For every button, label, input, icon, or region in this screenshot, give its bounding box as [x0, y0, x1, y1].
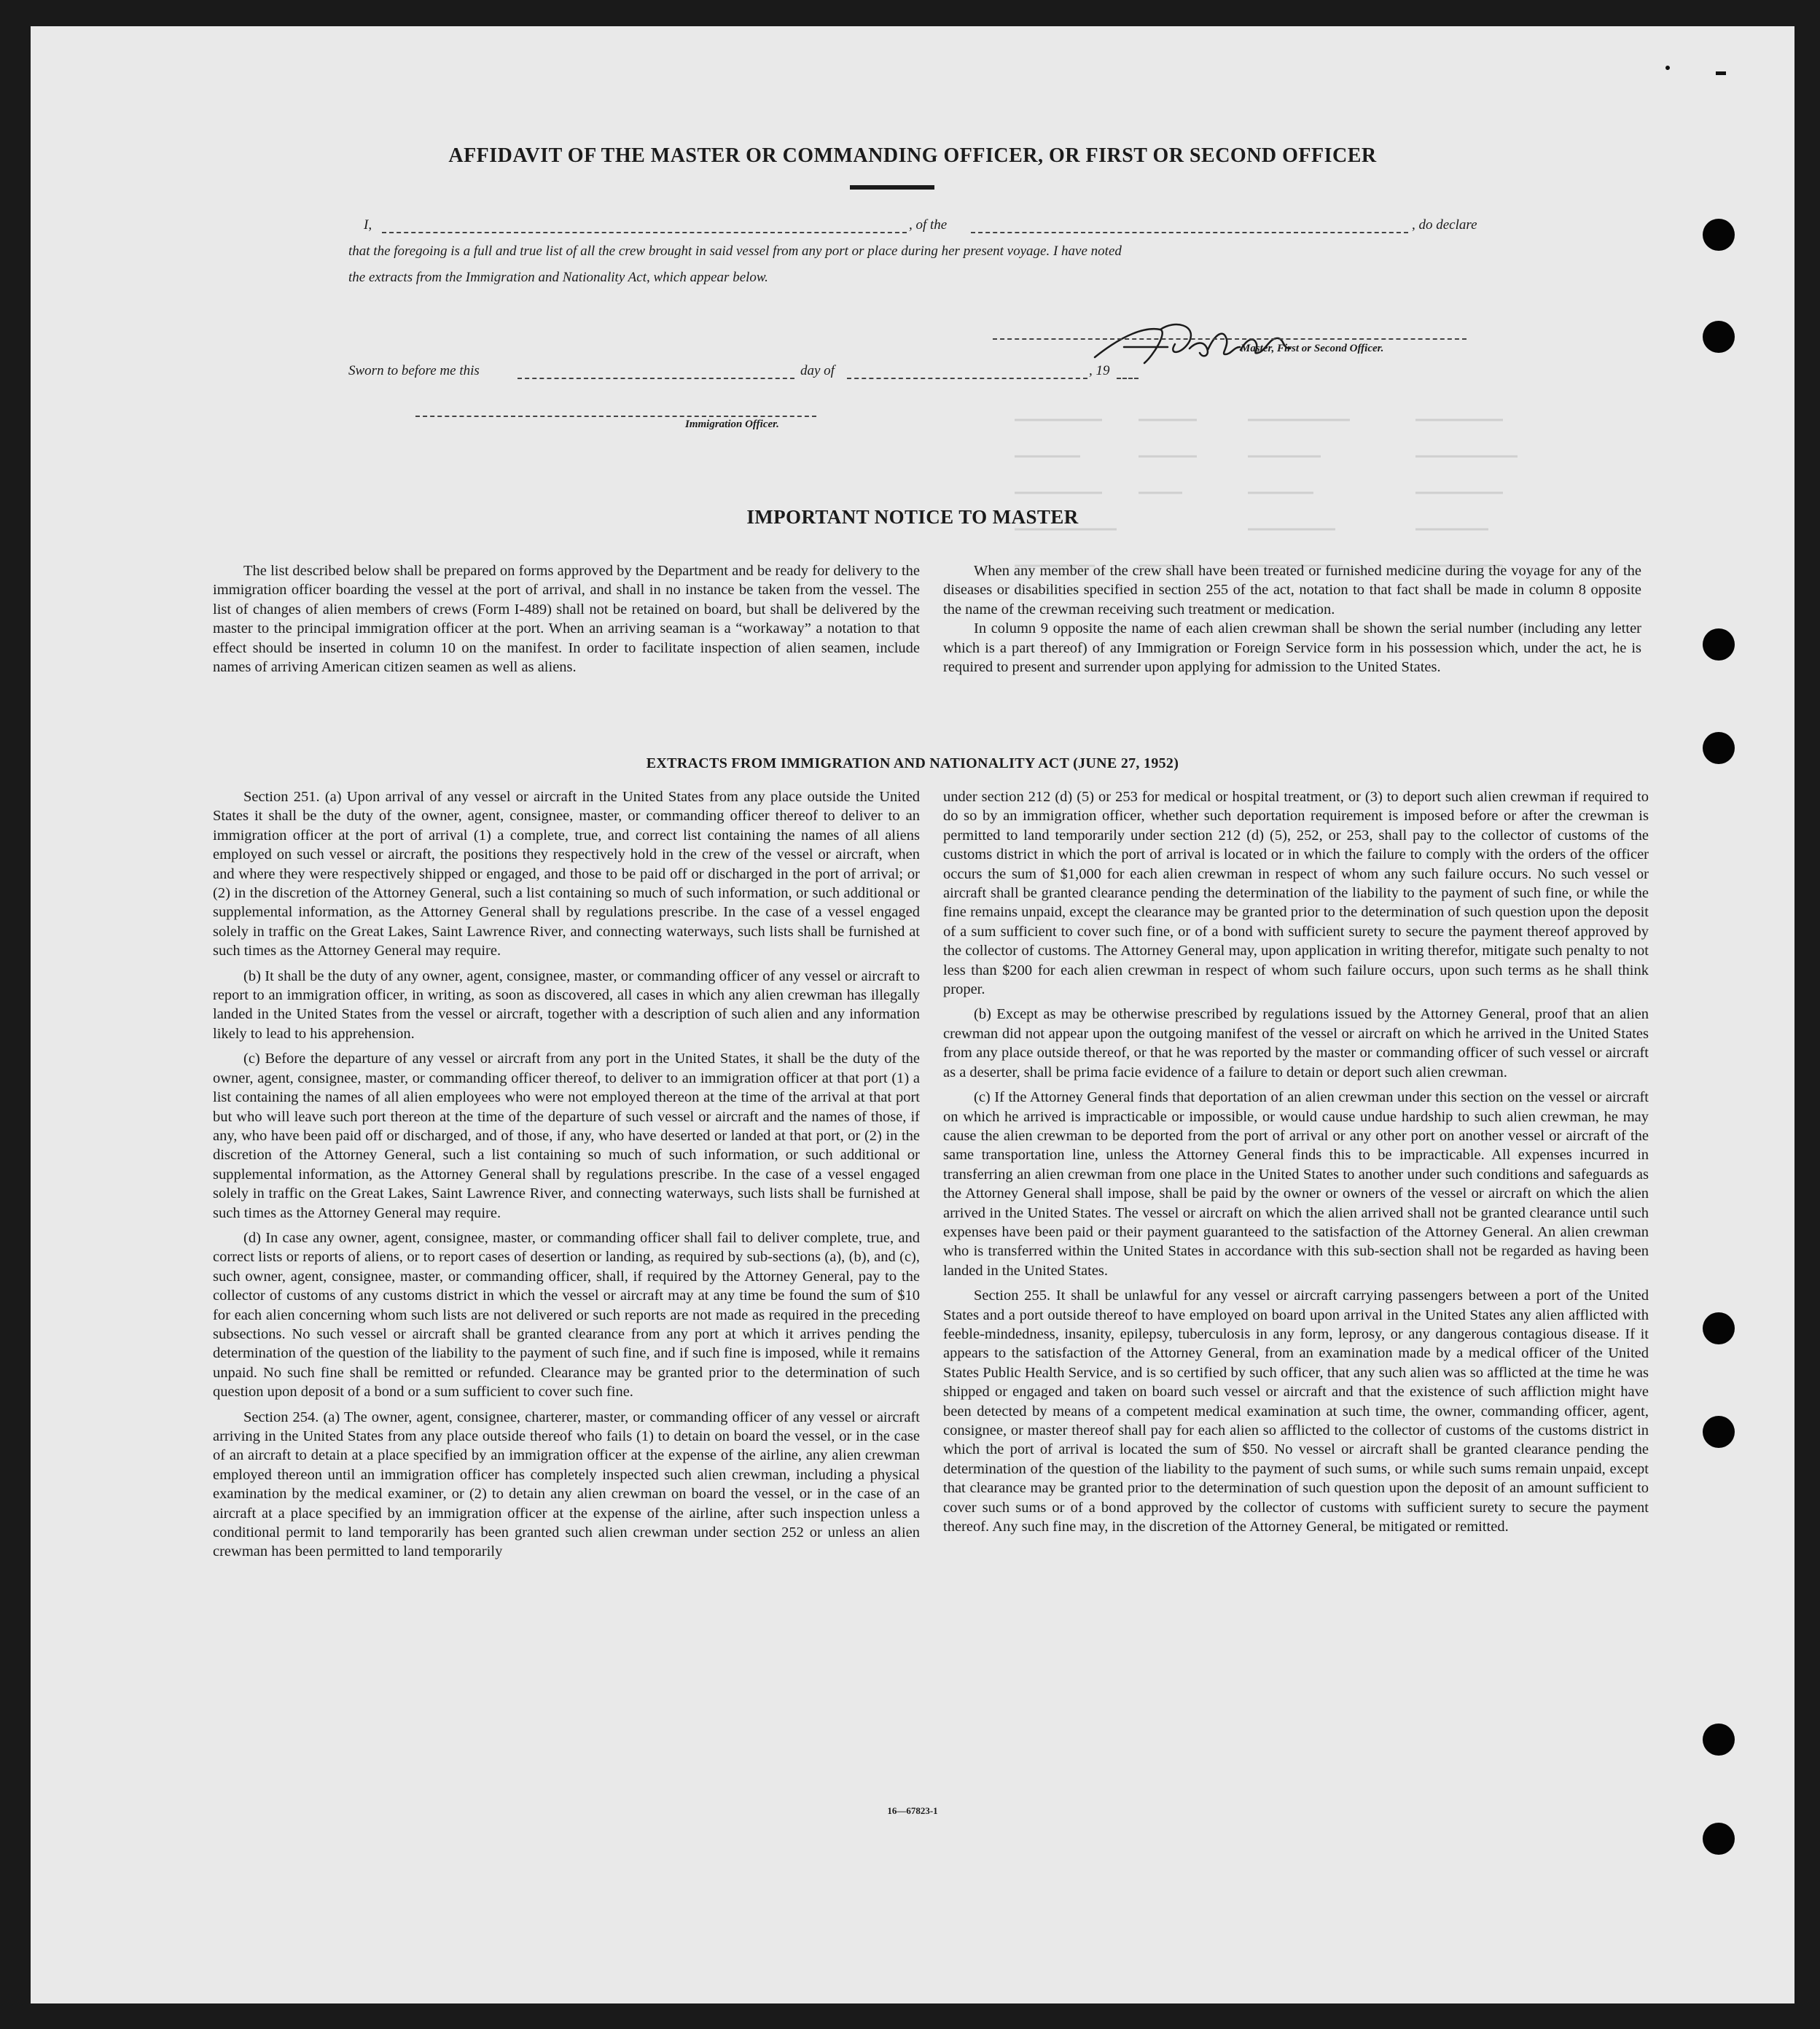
section-254-a: Section 254. (a) The owner, agent, consignee, charterer, master, or commanding officer of any vessel or aircraft arriving in the United States from any place outside thereof who fails (1) to detain on board the vessel, or in the case of an aircraft to detain at a place specified by an immigration officer at the expense of the airline, any alien crewman employed thereon until an immigration officer has completely inspected such alien crewman, including a physical examination by the medical examiner, or (2) to detain any alien crewman on board the vessel, or in the case of an aircraft at a place specified by an immigration officer at the expense of the airline, after such inspection unless a conditional permit to land temporarily has been granted such alien crewman under section 252 or unless an alien crewman has been permitted to land temporarily	[213, 1409, 920, 1560]
section-254-b: (b) Except as may be otherwise prescribed by regulations issued by the Attorney General, proof that an alien crewman did not appear upon the outgoing manifest of the vessel or aircraft on which he arrived in the United States from any place outside thereof, or that he was reported by the master or commanding officer of such vessel or aircraft as a deserter, shall be prima facie evidence of a failure to detain or deport such alien crewman.	[943, 1006, 1649, 1080]
day-of-label: day of	[800, 363, 835, 378]
master-signature-line	[993, 338, 1466, 340]
notice-right-column	[943, 561, 1641, 677]
section-254-a-continued: under section 212 (d) (5) or 253 for medical or hospital treatment, or (3) to deport such alien crewman if required to do so by an immigration officer, whether such deportation requirement is imposed before or after the crewman is permitted to land temporarily under section 212 (d) (5), 252, or 253, shall pay to the collector of customs of the customs district in which the port of arrival is located or in which the failure to comply with the orders of the officer occurs the sum of $1,000 for each alien crewman in respect of whom any such failure occurs. No such vessel or aircraft shall be granted clearance pending the determination of the liability to the payment of such fine, or while the fine remains unpaid, except the clearance may be granted prior to the determination of such question upon the deposit of a sum sufficient to cover such fine, or of a bond with sufficient surety to secure the payment thereof approved by the collector of customs. The Attorney General may, upon application in writing therefor, mitigate such penalty to not less than $200 for each alien crewman in respect of whom such failure occurs, upon such terms as he shall think proper.	[943, 789, 1649, 998]
name-fill-line	[382, 232, 907, 233]
sworn-label: Sworn to before me this	[348, 363, 480, 378]
extracts-title: EXTRACTS FROM IMMIGRATION AND NATIONALITY ACT (JUNE 27, 1952)	[646, 755, 1179, 771]
immigration-officer-line	[415, 416, 816, 417]
affidavit-of-the-label: , of the	[909, 217, 948, 233]
notice-right-paragraph-1: When any member of the crew shall have been treated or furnished medicine during the voyage for any of the diseases or disabilities specified in section 255 of the act, notation to that fact shall be made in column 8 opposite the name of the crewman receiving such treatment or medication.	[943, 563, 1641, 618]
immigration-officer-label: Immigration Officer.	[685, 418, 779, 430]
punch-hole	[1703, 732, 1735, 764]
affidavit-statement-line: that the foregoing is a full and true list of all the crew brought in said vessel from any port or place during her present voyage. I have noted	[348, 244, 1122, 259]
corner-mark	[1716, 71, 1726, 75]
notice-right-paragraph-2: In column 9 opposite the name of each alien crewman shall be shown the serial number (including any letter which is a part thereof) of any Immigration or Foreign Service form in his possession which, under the act, he is required to present and surrender upon applying for admission to the United States.	[943, 620, 1641, 676]
corner-mark	[1665, 66, 1670, 70]
punch-hole	[1703, 628, 1735, 661]
year-fill-line	[1117, 378, 1139, 379]
section-251-b: (b) It shall be the duty of any owner, agent, consignee, master, or commanding officer of any vessel or aircraft to report to an immigration officer, in writing, as soon as discovered, all cases in which any alien crewman has illegally landed in the United States from the vessel or aircraft, together with a description of such alien and any information likely to lead to his apprehension.	[213, 967, 920, 1042]
notice-title: IMPORTANT NOTICE TO MASTER	[746, 506, 1079, 528]
document-page	[31, 26, 1794, 2003]
sworn-day-fill-line	[518, 378, 794, 379]
section-254-c: (c) If the Attorney General finds that deportation of an alien crewman under this section on the vessel or aircraft on which he arrived is impracticable or impossible, or would cause undue hardship to such alien crewman, he may cause the alien crewman to be deported from the port of arrival or any other port on another vessel or aircraft of the same transportation line, unless the Attorney General finds this to be impracticable. All expenses incurred in transferring an alien crewman from one place in the United States to another under such conditions and safeguards as the Attorney General shall impose, shall be paid by the owner or owners of the vessel or aircraft on which the alien arrived in the United States. The vessel or aircraft on which the alien arrived shall not be granted clearance until such expenses have been paid or their payment guaranteed to the satisfaction of the Attorney General. An alien crewman who is transferred within the United States in accordance with this sub-section shall not be regarded as having been landed in the United States.	[943, 1089, 1649, 1279]
year-label: , 19	[1089, 363, 1110, 378]
title-rule	[850, 185, 934, 190]
master-signature-label: Master, First or Second Officer.	[1241, 343, 1384, 354]
section-251-d: (d) In case any owner, agent, consignee, master, or commanding officer shall fail to deliver complete, true, and correct lists or reports of aliens, or to report cases of desertion or landing, as required by sub-sections (a), (b), and (c), such owner, agent, consignee, master, or commanding officer, shall, if required by the Attorney General, pay to the collector of customs of any customs district in which the vessel or aircraft may at any time be found the sum of $10 for each alien concerning whom such lists are not delivered or such reports are not made as required in the preceding subsections. No such vessel or aircraft shall be granted clearance from any port at which it arrives pending the determination of the question of the liability to the payment of such fine, and if such fine is imposed, while it remains unpaid. No such fine shall be remitted or refunded. Clearance may be granted prior to the determination of such question upon deposit of a bond or a sum sufficient to cover such fine.	[213, 1229, 920, 1401]
affidavit-title: AFFIDAVIT OF THE MASTER OR COMMANDING OFFICER, OR FIRST OR SECOND OFFICER	[448, 144, 1377, 167]
section-251-a: Section 251. (a) Upon arrival of any vessel or aircraft in the United States from any place outside the United States it shall be the duty of the owner, agent, consignee, master, or commanding officer thereof to deliver to an immigration officer at the port of arrival (1) a complete, true, and correct list containing the names of all aliens employed on such vessel or aircraft, the positions they respectively hold in the crew of the vessel or aircraft, when and where they were respectively shipped or engaged, and those to be paid off or discharged in the port of arrival; or (2) in the discretion of the Attorney General, such a list containing so much of such information, or such additional or supplemental information, as the Attorney General shall by regulations prescribe. In the case of a vessel engaged solely in traffic on the Great Lakes, Saint Lawrence River, and connecting waterways, such lists shall be furnished at such times as the Attorney General may require.	[213, 789, 920, 959]
master-signature	[1080, 312, 1321, 370]
affidavit-i-label: I,	[364, 217, 372, 233]
affidavit-statement-line-2: the extracts from the Immigration and Nationality Act, which appear below.	[348, 270, 768, 285]
punch-hole	[1703, 321, 1735, 353]
extracts-left-column	[213, 787, 920, 1562]
form-code: 16—67823-1	[887, 1805, 938, 1816]
punch-hole	[1703, 1724, 1735, 1756]
section-251-c: (c) Before the departure of any vessel or aircraft from any port in the United States, it shall be the duty of the owner, agent, consignee, master, or commanding officer thereof, to deliver to an immigration officer at that port (1) a list containing the names of all alien employees who were not employed thereon at the time of the arrival at that port but who will leave such port thereon at the time of the departure of such vessel or aircraft and the names of those, if any, who have been paid off or discharged, and of those, if any, who have deserted or landed at that port, or (2) in the discretion of the Attorney General, such a list containing so much of such information, or such additional or supplemental information, as the Attorney General shall by regulations prescribe. In the case of a vessel engaged solely in traffic on the Great Lakes, Saint Lawrence River, and connecting waterways, such lists shall be furnished at such times as the Attorney General may require.	[213, 1051, 920, 1221]
punch-hole	[1703, 1823, 1735, 1855]
notice-left-paragraph: The list described below shall be prepared on forms approved by the Department and be ready for delivery to the immigration officer boarding the vessel at the port of arrival, and shall in no instance be taken from the vessel. The list of changes of alien members of crews (Form I-489) shall not be retained on board, but shall be delivered by the master to the principal immigration officer at the port. When an arriving seaman is a “workaway” a notation to that effect should be inserted in column 10 on the manifest. In order to facilitate inspection of alien seamen, include names of arriving American citizen seamen as well as aliens.	[213, 563, 920, 676]
punch-hole	[1703, 1416, 1735, 1448]
vessel-fill-line	[971, 232, 1408, 233]
punch-hole	[1703, 219, 1735, 251]
punch-hole	[1703, 1312, 1735, 1344]
month-fill-line	[847, 378, 1087, 379]
extracts-right-column	[943, 787, 1649, 1536]
affidavit-declare-label: , do declare	[1412, 217, 1477, 233]
section-255: Section 255. It shall be unlawful for any vessel or aircraft carrying passengers between a port of the United States and a port outside thereof to have employed on board upon arrival in the United States any alien afflicted with feeble-mindedness, insanity, epilepsy, tuberculosis in any form, leprosy, or any dangerous contagious disease. If it appears to the satisfaction of the Attorney General, from an examination made by a medical officer of the United States Public Health Service, and is so certified by such officer, that any such alien was so afflicted at the time he was shipped or engaged and taken on board such vessel or aircraft and that the existence of such affliction might have been detected by means of a competent medical examination at such time, the owner, commanding officer, agent, consignee, or master thereof shall pay for each alien so afflicted to the collector of customs of the customs district in which the port of arrival is located the sum of $50. No vessel or aircraft shall be granted clearance pending the determination of the question of the liability to the payment of such sums, or while such sums remain unpaid, except that clearance may be granted prior to the determination of such question upon the deposit of an amount sufficient to cover such sums or of a bond approved by the collector of customs with sufficient surety to secure the payment thereof. Any such fine may, in the discretion of the Attorney General, be mitigated or remitted.	[943, 1288, 1649, 1535]
